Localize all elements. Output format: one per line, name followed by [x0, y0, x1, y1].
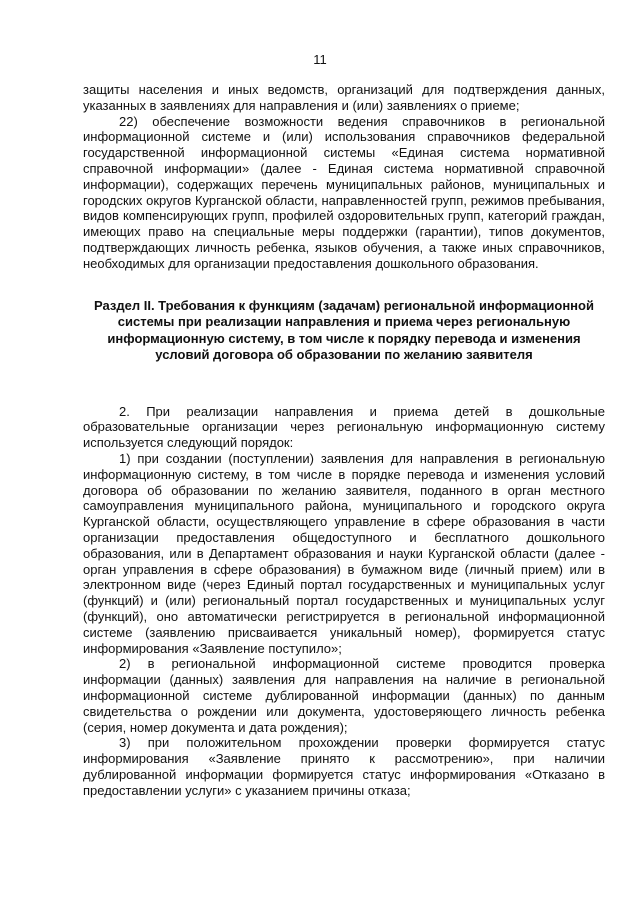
paragraph-subitem-2: 2) в региональной информационной системе проводится проверка информации (данных) заявления для направления на наличие в региональной информационной системе дублированной информации (данных) по данным свидетельства о рождении или документа, удостоверяющего личность ребенка (серия, номер документа и дата рождения);	[83, 656, 605, 735]
paragraph-subitem-3: 3) при положительном прохождении проверки формируется статус информирования «Заявление принято к рассмотрению», при наличии дублированной информации формируется статус информирования «Отказано в предоставлении услуги» с указанием причины отказа;	[83, 735, 605, 798]
paragraph-subitem-1: 1) при создании (поступлении) заявления для направления в региональную информационную систему, в том числе в порядке перевода и изменения условий договора об образовании по желанию заявителя, поданного в орган местного самоуправления муниципального района, муниципального и городского округа Курганской области, осуществляющего управление в сфере образования в части организации предоставления общедоступного и бесплатного дошкольного образования, или в Департамент образования и науки Курганской области (далее - орган управления в сфере образования) в бумажном виде (личный прием) или в электронном виде (через Единый портал государственных и муниципальных услуг (функций) и (или) региональный портал государственных и муниципальных услуг (функций), оно автоматически регистрируется в региональной информационной системе (заявлению присваивается уникальный номер), формируется статус информирования «Заявление поступило»;	[83, 450, 605, 656]
section-heading: Раздел II. Требования к функциям (задачам) региональной информационной системы при реализации направления и приема через региональную информационную систему, в том числе к порядку перевода и изменения условий договора об образовании по желанию заявителя	[94, 297, 594, 363]
paragraph-continuation: защиты населения и иных ведомств, организаций для подтверждения данных, указанных в заявлениях для направления и (или) заявлениях о приеме;	[83, 82, 605, 113]
page-number: 11	[313, 52, 327, 67]
paragraph-item-22: 22) обеспечение возможности ведения справочников в региональной информационной системе и (или) использования справочников федеральной государственной информационной системы «Единая система нормативной справочной информации» (далее - Единая система нормативной справочной информации), содержащих перечень муниципальных районов, муниципальных и городских округов Курганской области, направленностей групп, режимов пребывания, видов компенсирующих групп, профилей оздоровительных групп, категорий граждан, имеющих право на специальные меры поддержки (гарантии), типов документов, подтверждающих личность ребенка, языков обучения, а также иных справочников, необходимых для организации предоставления дошкольного образования.	[83, 113, 605, 271]
paragraph-clause-2: 2. При реализации направления и приема детей в дошкольные образовательные организации через региональную информационную систему используется следующий порядок:	[83, 403, 605, 451]
document-body	[83, 82, 605, 798]
